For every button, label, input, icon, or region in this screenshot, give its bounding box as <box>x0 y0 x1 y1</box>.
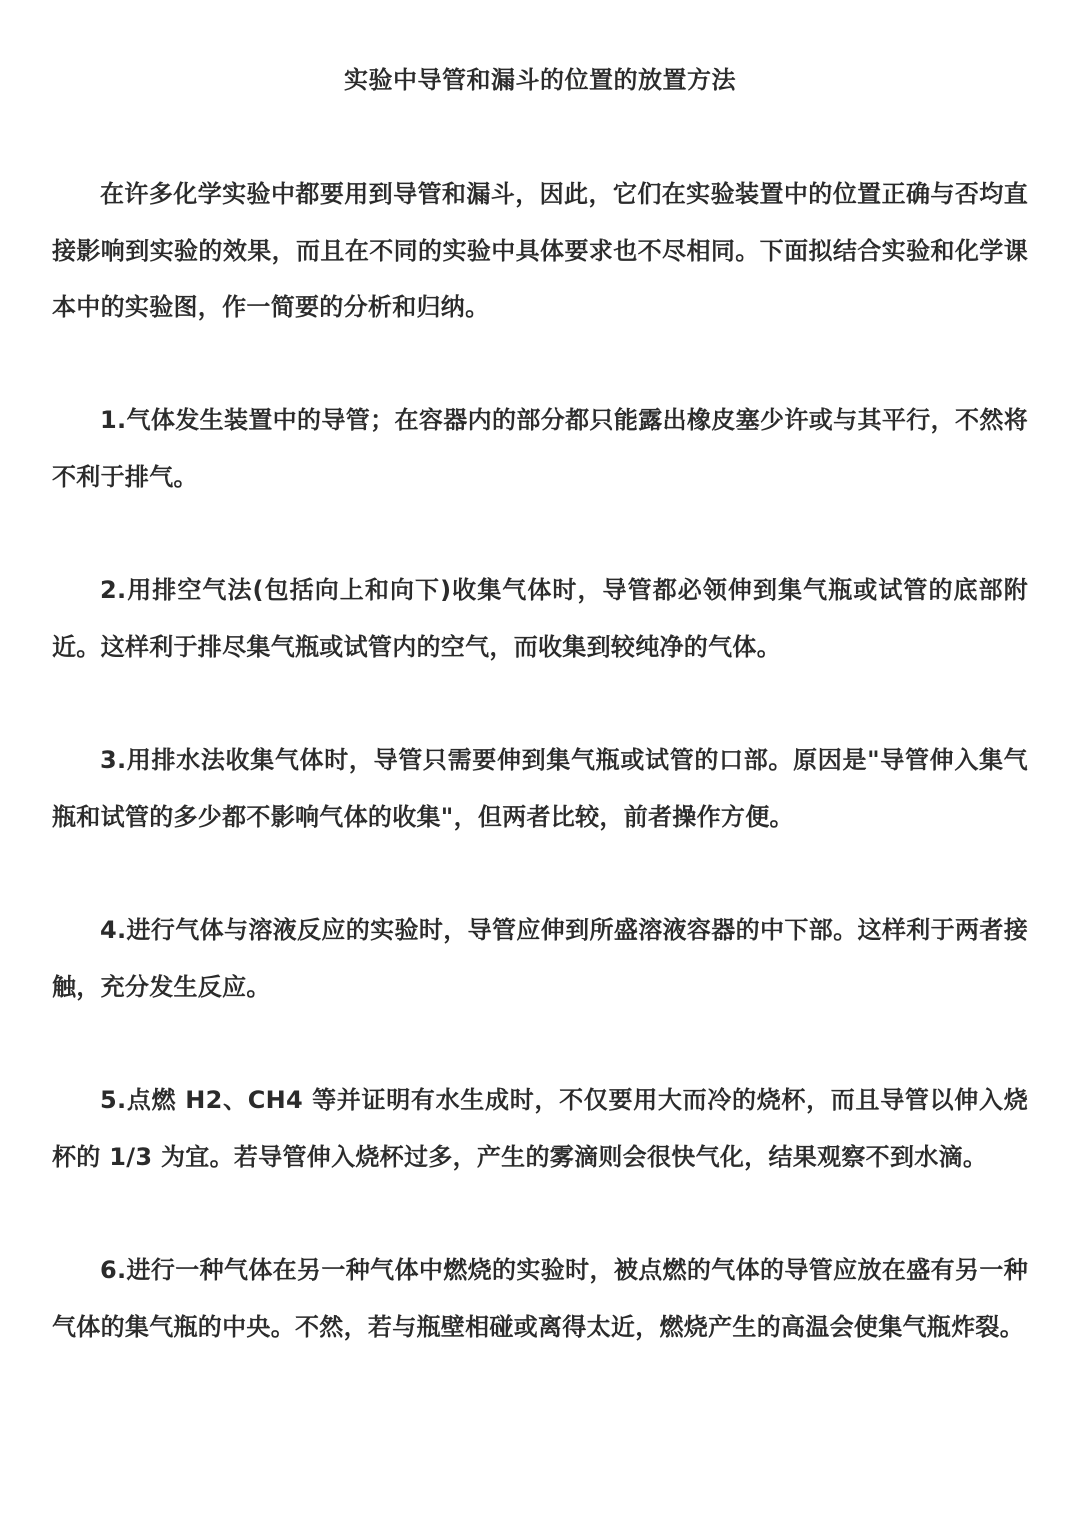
intro-paragraph: 在许多化学实验中都要用到导管和漏斗，因此，它们在实验装置中的位置正确与否均直接影响到实验的效果，而且在不同的实验中具体要求也不尽相同。下面拟结合实验和化学课本中的实验图，作一简要的分析和归纳。 <box>52 180 1028 321</box>
item-paragraph-4: 4.进行气体与溶液反应的实验时，导管应伸到所盛溶液容器的中下部。这样利于两者接触，充分发生反应。 <box>52 916 1028 1001</box>
item-paragraph-5: 5.点燃 H2、CH4 等并证明有水生成时，不仅要用大而冷的烧杯，而且导管以伸入烧杯的 1/3 为宜。若导管伸入烧杯过多，产生的雾滴则会很快气化，结果观察不到水滴。 <box>52 1086 1028 1171</box>
item-paragraph-2: 2.用排空气法(包括向上和向下)收集气体时，导管都必领伸到集气瓶或试管的底部附近。这样利于排尽集气瓶或试管内的空气，而收集到较纯净的气体。 <box>52 576 1028 661</box>
document-title: 实验中导管和漏斗的位置的放置方法 <box>344 66 736 94</box>
item-paragraph-1: 1.气体发生装置中的导管；在容器内的部分都只能露出橡皮塞少许或与其平行，不然将不利于排气。 <box>52 406 1028 491</box>
item-paragraph-3: 3.用排水法收集气体时，导管只需要伸到集气瓶或试管的口部。原因是"导管伸入集气瓶和试管的多少都不影响气体的收集"，但两者比较，前者操作方便。 <box>52 746 1028 831</box>
item-paragraph-6: 6.进行一种气体在另一种气体中燃烧的实验时，被点燃的气体的导管应放在盛有另一种气体的集气瓶的中央。不然，若与瓶壁相碰或离得太近，燃烧产生的高温会使集气瓶炸裂。 <box>52 1256 1028 1341</box>
